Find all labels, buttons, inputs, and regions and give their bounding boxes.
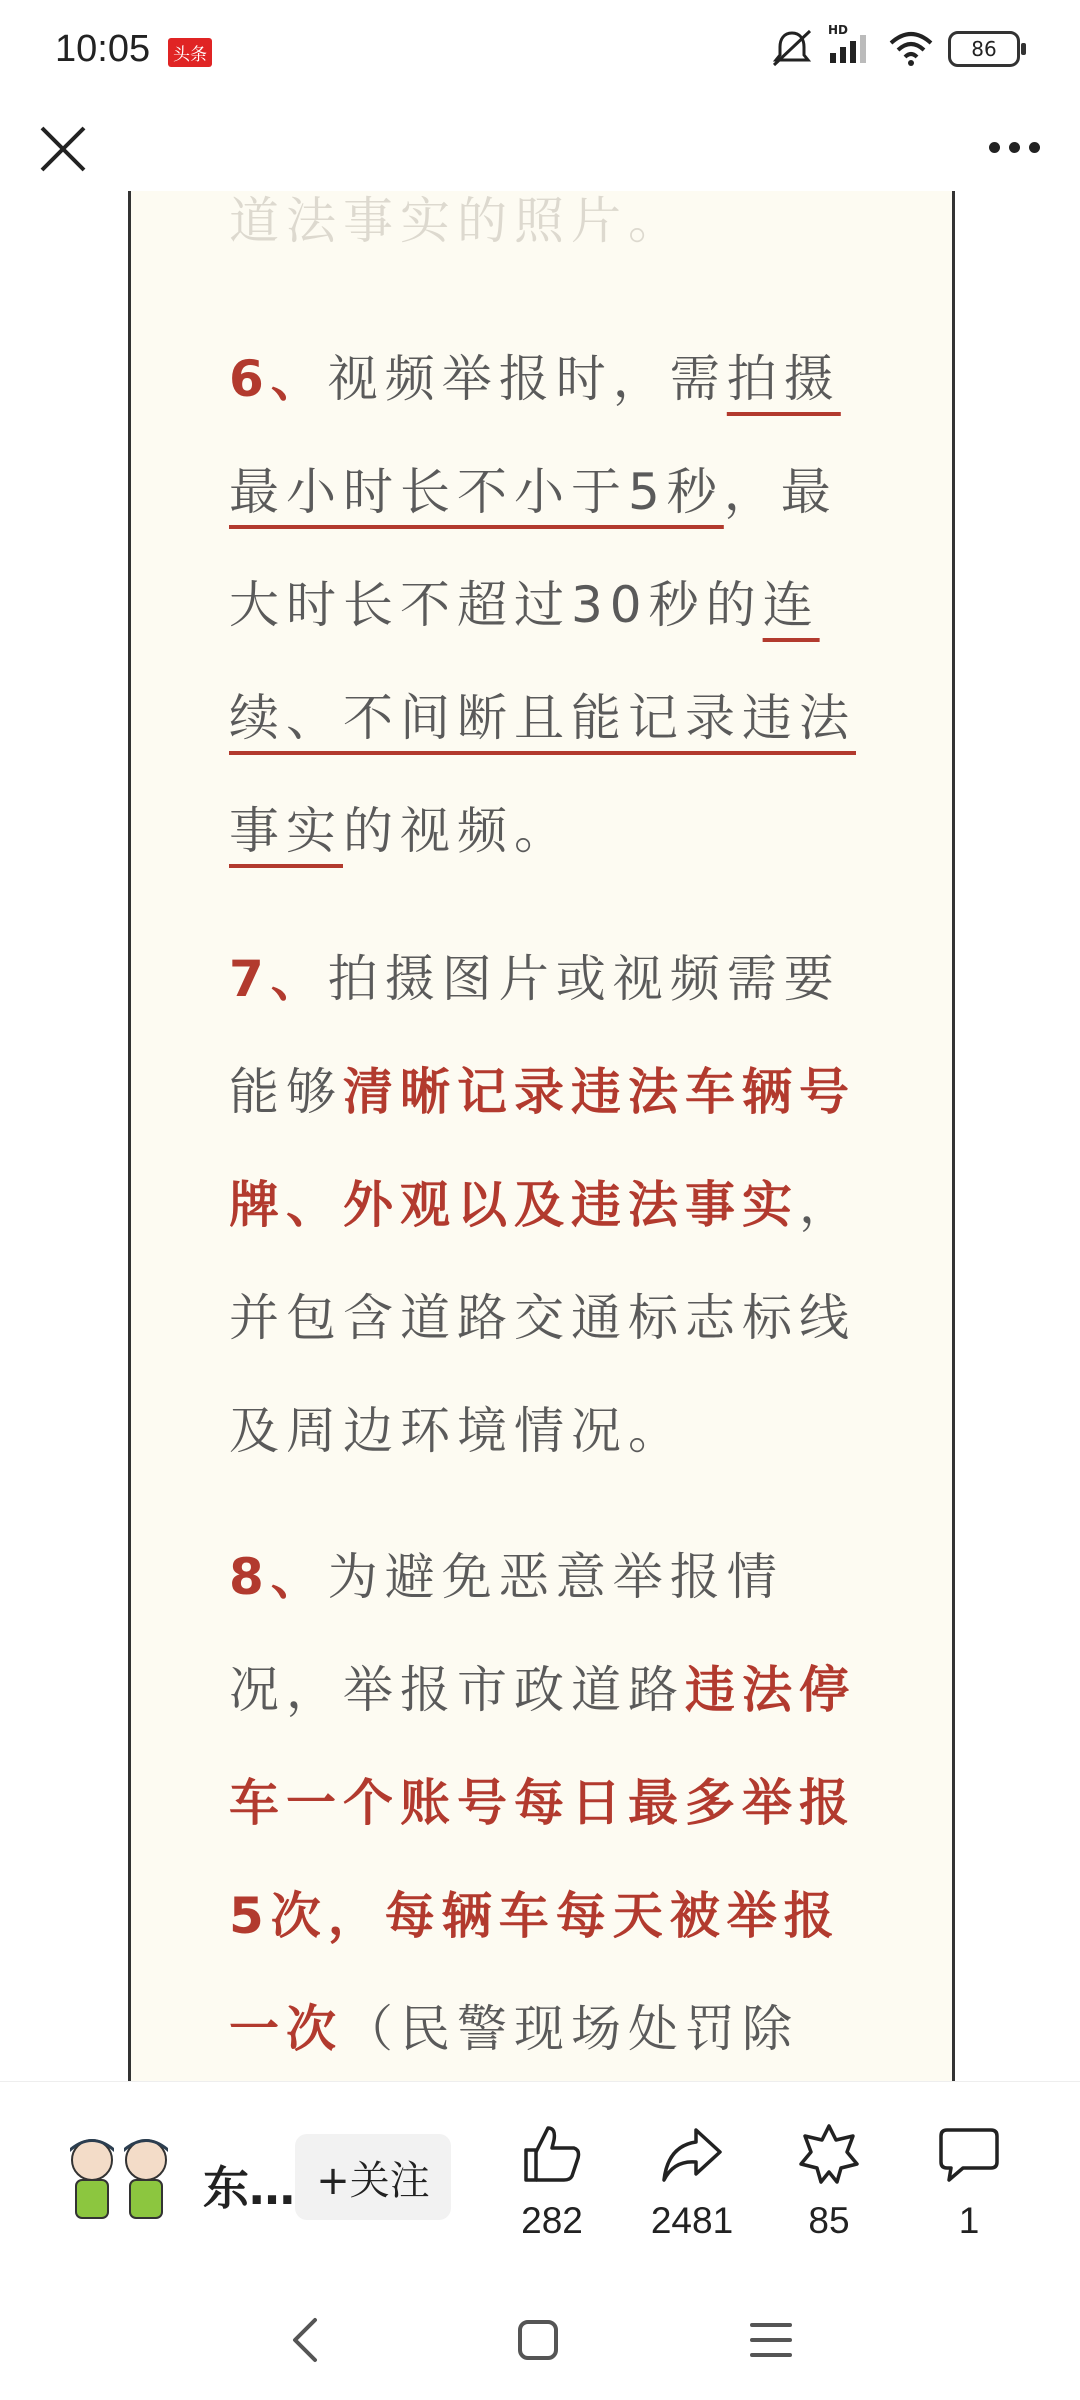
share-count: 2481 — [650, 2200, 734, 2241]
paragraph-7 — [229, 923, 869, 1488]
share-icon — [660, 2122, 724, 2186]
star-icon — [797, 2122, 861, 2186]
status-time: 10:05 — [55, 28, 151, 70]
like-button[interactable] — [487, 2122, 617, 2242]
signal-icon — [828, 23, 874, 69]
item-number: 6、 — [229, 350, 328, 408]
thumbs-up-icon — [520, 2122, 584, 2186]
article-card — [128, 191, 955, 2141]
like-count: 282 — [521, 2200, 583, 2241]
more-dot — [1009, 142, 1020, 153]
app-badge: 头条 — [168, 38, 212, 67]
close-icon[interactable] — [36, 122, 90, 176]
paragraph-text: 的视频。 — [343, 802, 571, 860]
more-icon[interactable] — [989, 142, 1040, 153]
author-name[interactable]: 东… — [203, 2161, 295, 2215]
battery-level: 86 — [971, 37, 997, 61]
share-button[interactable] — [627, 2122, 757, 2242]
faded-text-line: 道法事实的照片。 — [229, 192, 685, 250]
menu-icon[interactable] — [748, 2319, 794, 2361]
item-number: 8、 — [229, 1548, 328, 1606]
battery-icon — [948, 31, 1020, 67]
favorite-button[interactable] — [764, 2122, 894, 2242]
back-icon[interactable] — [285, 2315, 325, 2365]
paragraph-6 — [229, 323, 869, 888]
mute-icon — [770, 29, 814, 69]
paragraph-text: 为避免恶意举报情况，举报市政道路 — [229, 1548, 784, 1719]
highlighted-text: 违法停车一个账号每日最多举报5次，每辆车每天被举报一次 — [229, 1661, 856, 2058]
item-number: 7、 — [229, 950, 328, 1008]
paragraph-text: 拍摄图片或视频需要能够 — [229, 950, 841, 1121]
status-icons — [770, 23, 1020, 72]
author-avatar[interactable] — [62, 2130, 178, 2222]
comment-count: 1 — [958, 2200, 980, 2241]
wifi-icon — [888, 31, 934, 67]
home-icon[interactable] — [515, 2317, 561, 2363]
comment-icon — [937, 2122, 1001, 2186]
action-bar — [0, 2081, 1080, 2282]
paragraph-text: （民警现场处罚除 — [343, 2000, 799, 2058]
underlined-text: 连续、不间断且能记录违法事实 — [229, 576, 856, 860]
system-nav-bar — [0, 2281, 1080, 2400]
paragraph-text: ，并包含道路交通标志标线及周边环境情况。 — [229, 1176, 856, 1460]
underlined-text: 拍摄最小时长不小于5秒 — [229, 350, 841, 521]
comment-button[interactable] — [904, 2122, 1034, 2242]
article-content[interactable] — [0, 192, 1080, 2081]
status-bar — [0, 0, 1080, 96]
favorite-count: 85 — [808, 2200, 850, 2241]
network-type: HD — [828, 23, 849, 37]
highlighted-text: 清晰记录违法车辆号牌、外观以及违法事实 — [229, 1063, 856, 1234]
paragraph-text: 视频举报时，需 — [327, 350, 727, 408]
follow-button[interactable]: +关注 — [295, 2134, 451, 2220]
paragraph-text: ，最大时长不超过30秒的 — [229, 463, 838, 634]
more-dot — [1029, 142, 1040, 153]
more-dot — [989, 142, 1000, 153]
